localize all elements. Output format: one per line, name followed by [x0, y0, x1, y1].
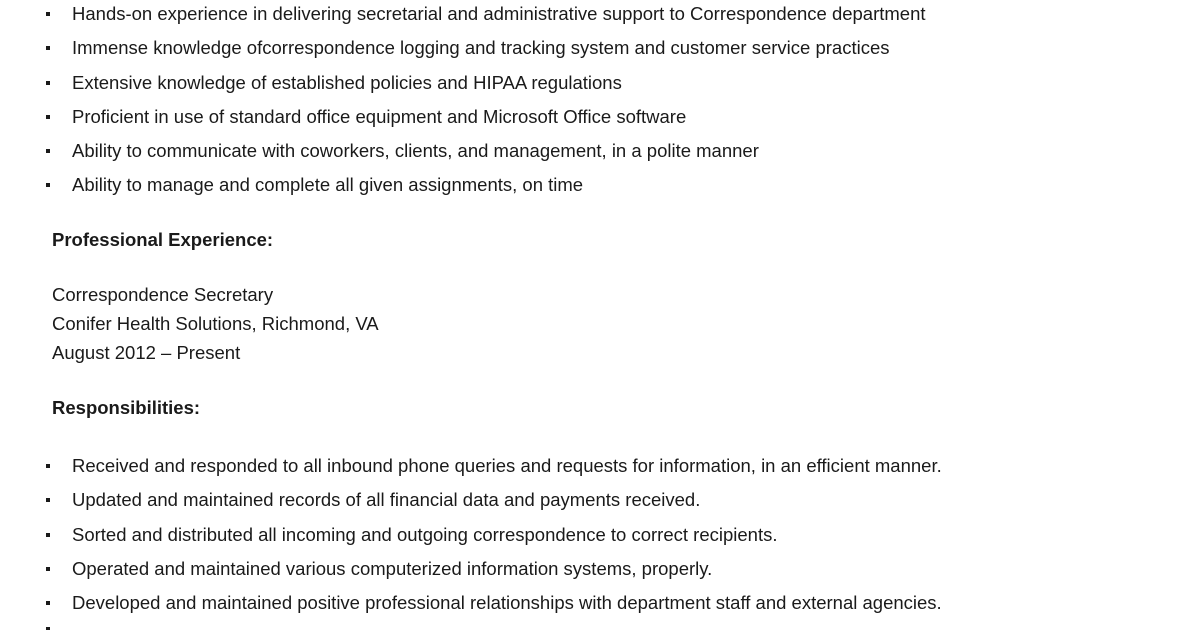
list-item: [0, 103, 1200, 137]
skill-text: Proficient in use of standard office equipment and Microsoft Office software: [72, 105, 687, 127]
experience-heading: Professional Experience:: [52, 229, 274, 250]
bullet-icon: [46, 533, 50, 537]
skill-text: Extensive knowledge of established policies and HIPAA regulations: [72, 71, 622, 93]
bullet-icon: [46, 81, 50, 85]
list-item: [0, 0, 1200, 34]
responsibility-text: Updated and maintained records of all financial data and payments received.: [72, 489, 701, 511]
skill-text: Ability to communicate with coworkers, clients, and management, in a polite manner: [72, 140, 759, 162]
bullet-icon: [46, 464, 50, 468]
list-item: [0, 452, 1200, 486]
list-item: [0, 171, 1200, 205]
responsibility-text: Received and responded to all inbound phone queries and requests for information, in an efficient manner.: [72, 455, 942, 476]
list-item: [0, 555, 1200, 589]
list-item: [0, 589, 1200, 623]
responsibility-text: Developed and maintained positive professional relationships with department staff and external agencies.: [72, 592, 942, 614]
responsibility-text: Operated and maintained various computerized information systems, properly.: [72, 557, 713, 579]
bullet-icon: [46, 12, 50, 16]
job-title: Correspondence Secretary: [52, 284, 274, 305]
list-item: [0, 69, 1200, 103]
bullet-icon: [46, 149, 50, 153]
responsibilities-list: [0, 452, 1200, 623]
skill-text: Immense knowledge ofcorrespondence logging and tracking system and customer service practices: [72, 37, 890, 59]
company-location: Conifer Health Solutions, Richmond, VA: [52, 313, 379, 334]
truncated-next-item: [0, 623, 1200, 630]
bullet-icon: [46, 567, 50, 571]
skill-text: Ability to manage and complete all given assignments, on time: [72, 174, 584, 196]
employment-dates: August 2012 – Present: [52, 342, 241, 363]
list-item: [0, 34, 1200, 68]
bullet-icon: [46, 183, 50, 187]
responsibilities-heading: Responsibilities:: [52, 397, 201, 418]
bullet-icon: [46, 46, 50, 50]
list-item: [0, 137, 1200, 171]
bullet-icon: [46, 601, 50, 605]
bullet-icon: [46, 498, 50, 502]
list-item: [0, 486, 1200, 520]
skills-list: [0, 0, 1200, 206]
list-item: [0, 521, 1200, 555]
responsibility-text: Sorted and distributed all incoming and outgoing correspondence to correct recipients.: [72, 523, 778, 545]
skill-text: Hands-on experience in delivering secretarial and administrative support to Correspondence department: [72, 3, 926, 24]
bullet-icon: [46, 115, 50, 119]
